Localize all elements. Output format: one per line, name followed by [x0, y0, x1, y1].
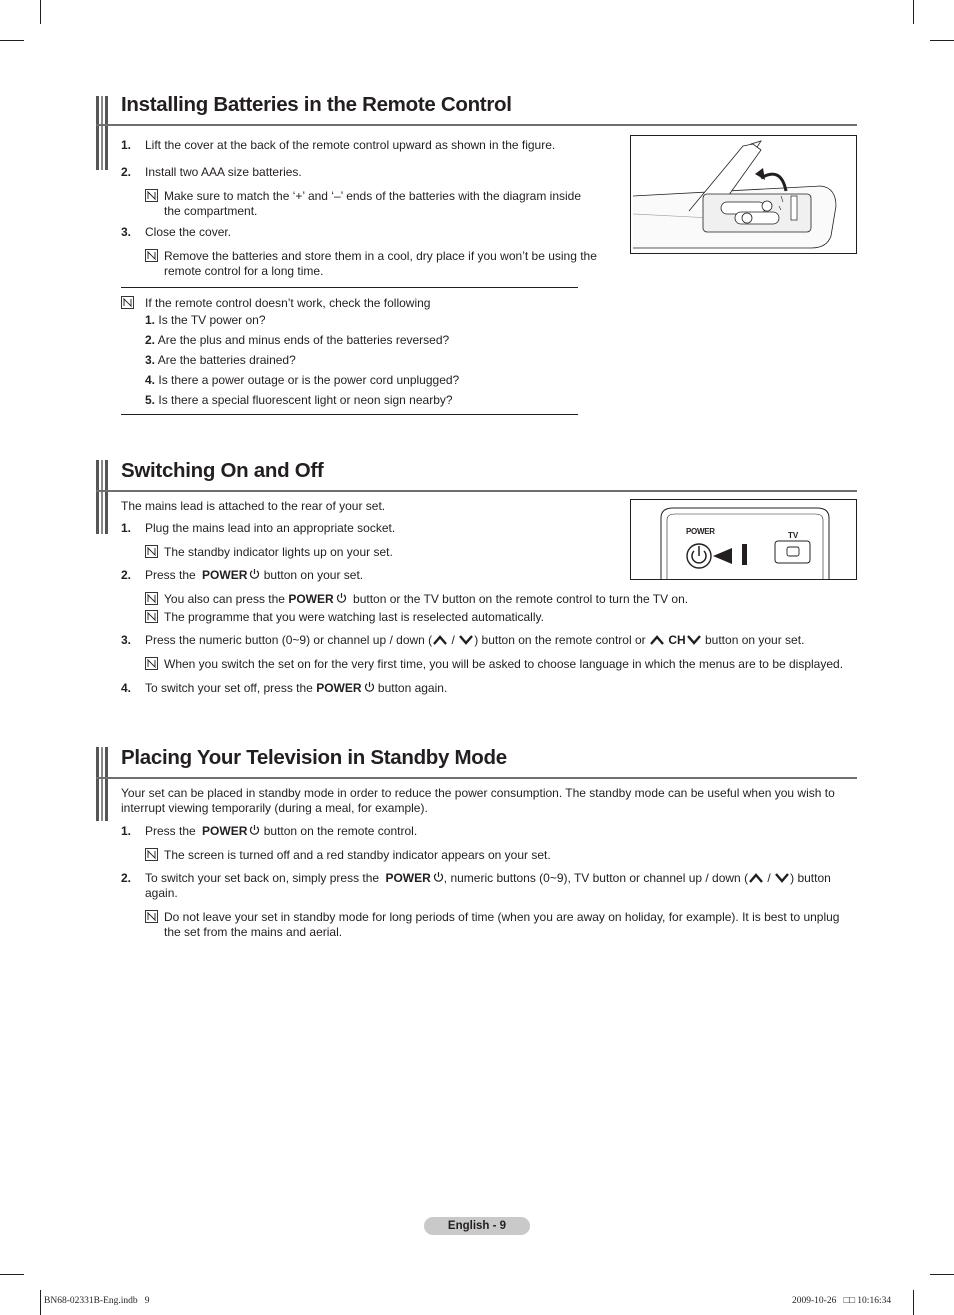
note-pencil-icon — [145, 592, 158, 605]
step-text: Lift the cover at the back of the remote control upward as shown in the figure. — [145, 138, 556, 152]
page-number: English - 9 — [424, 1217, 530, 1235]
note-pencil-icon — [145, 848, 158, 861]
step-text: Press the POWER button on your set. — [145, 568, 364, 582]
note-pencil-icon — [145, 657, 158, 670]
power-icon — [364, 681, 375, 693]
step-number: 1. — [121, 824, 132, 838]
list-item: 5. Is there a special fluorescent light or neon sign nearby? — [145, 393, 453, 407]
note-pencil-icon — [145, 249, 158, 262]
troubleshoot-intro: If the remote control doesn’t work, check the following — [145, 296, 431, 310]
section-accent-bar — [96, 96, 99, 170]
crop-mark — [40, 1290, 41, 1315]
crop-mark — [40, 0, 41, 24]
note-text: Do not leave your set in standby mode for long periods of time (when you are away on holiday, for example). It is best to unplug — [164, 910, 840, 924]
chevron-down-icon — [458, 634, 474, 646]
note-pencil-icon — [121, 296, 134, 309]
remote-top-figure — [630, 499, 857, 580]
section-rule — [96, 490, 857, 492]
step-text: Press the numeric button (0~9) or channel up / down ( / ) button on the remote control or CH button on your set. — [145, 633, 805, 647]
crop-mark — [930, 1274, 954, 1275]
section-accent-bar — [105, 96, 108, 170]
note-text: When you switch the set on for the very first time, you will be asked to choose language in which the menus are to be displayed. — [164, 657, 844, 671]
note-text: The screen is turned off and a red standby indicator appears on your set. — [164, 848, 551, 862]
power-icon — [249, 568, 260, 580]
remote-power-illustration — [631, 500, 856, 579]
section-rule — [96, 124, 857, 126]
note-text: The standby indicator lights up on your set. — [164, 545, 393, 559]
step-number: 4. — [121, 681, 132, 695]
power-icon — [249, 824, 260, 836]
section-accent-bar — [96, 460, 99, 534]
step-text: Install two AAA size batteries. — [145, 165, 302, 179]
note-pencil-icon — [145, 189, 158, 202]
section-title: Placing Your Television in Standby Mode — [121, 746, 507, 769]
step-text: Press the POWER button on the remote control. — [145, 824, 418, 838]
troubleshoot-bottom-rule — [121, 414, 578, 415]
note-pencil-icon — [145, 910, 158, 923]
note-text: Remove the batteries and store them in a cool, dry place if you won’t be using the — [164, 249, 597, 263]
note-pencil-icon — [145, 610, 158, 623]
section-accent-bar — [105, 747, 108, 821]
crop-mark — [930, 40, 954, 41]
chevron-down-icon — [686, 634, 702, 646]
troubleshoot-top-rule — [121, 287, 578, 288]
power-icon — [433, 871, 444, 883]
list-item: 1. Is the TV power on? — [145, 313, 266, 327]
note-text: Make sure to match the ‘+’ and ‘–’ ends of the batteries with the diagram inside — [164, 189, 582, 203]
power-button-label: POWER — [686, 527, 715, 536]
step-number: 2. — [121, 165, 132, 179]
step-number: 2. — [121, 568, 132, 582]
step-text: Plug the mains lead into an appropriate socket. — [145, 521, 396, 535]
step-text: To switch your set back on, simply press the POWER , numeric buttons (0~9), TV button or channel up / down ( / ) button again. — [145, 871, 831, 900]
crop-mark — [913, 0, 914, 24]
note-text: remote control for a long time. — [164, 264, 324, 278]
note-text: You also can press the POWER button or the TV button on the remote control to turn the TV on. — [164, 592, 689, 606]
intro-text: The mains lead is attached to the rear of your set. — [121, 499, 386, 513]
section-title: Installing Batteries in the Remote Control — [121, 93, 512, 116]
crop-mark — [0, 40, 24, 41]
note-pencil-icon — [145, 545, 158, 558]
remote-back-illustration — [631, 136, 856, 253]
crop-mark — [0, 1274, 24, 1275]
section-accent-bar — [105, 460, 108, 534]
step-number: 1. — [121, 138, 132, 152]
section-accent-bar — [101, 747, 103, 821]
section-rule — [96, 777, 857, 779]
file-name: BN68-02331B-Eng.indb 9 — [44, 1296, 150, 1306]
intro-text: Your set can be placed in standby mode in order to reduce the power consumption. The standby mode can be useful when you wish to interrupt viewing temporarily (during a meal, for example). — [121, 786, 835, 815]
print-timestamp: 2009-10-26 □□ 10:16:34 — [792, 1296, 892, 1306]
chevron-up-icon — [432, 634, 448, 646]
step-number: 3. — [121, 633, 132, 647]
list-item: 4. Is there a power outage or is the power cord unplugged? — [145, 373, 460, 387]
chevron-down-icon — [774, 872, 790, 884]
section-accent-bar — [101, 460, 103, 534]
list-item: 3. Are the batteries drained? — [145, 353, 296, 367]
chevron-up-icon — [748, 872, 764, 884]
list-item: 2. Are the plus and minus ends of the batteries reversed? — [145, 333, 450, 347]
note-text: the compartment. — [164, 204, 258, 218]
step-number: 2. — [121, 871, 132, 885]
step-number: 3. — [121, 225, 132, 239]
section-title: Switching On and Off — [121, 459, 324, 482]
chevron-up-icon — [649, 634, 665, 646]
tv-button-label: TV — [788, 531, 799, 540]
crop-mark — [913, 1290, 914, 1315]
section-accent-bar — [96, 747, 99, 821]
step-text: To switch your set off, press the POWER button again. — [145, 681, 448, 695]
step-number: 1. — [121, 521, 132, 535]
section-accent-bar — [101, 96, 103, 170]
note-text: the set from the mains and aerial. — [164, 925, 343, 939]
step-text: Close the cover. — [145, 225, 232, 239]
power-icon — [336, 592, 347, 604]
note-text: The programme that you were watching last is reselected automatically. — [164, 610, 544, 624]
remote-battery-figure — [630, 135, 857, 254]
